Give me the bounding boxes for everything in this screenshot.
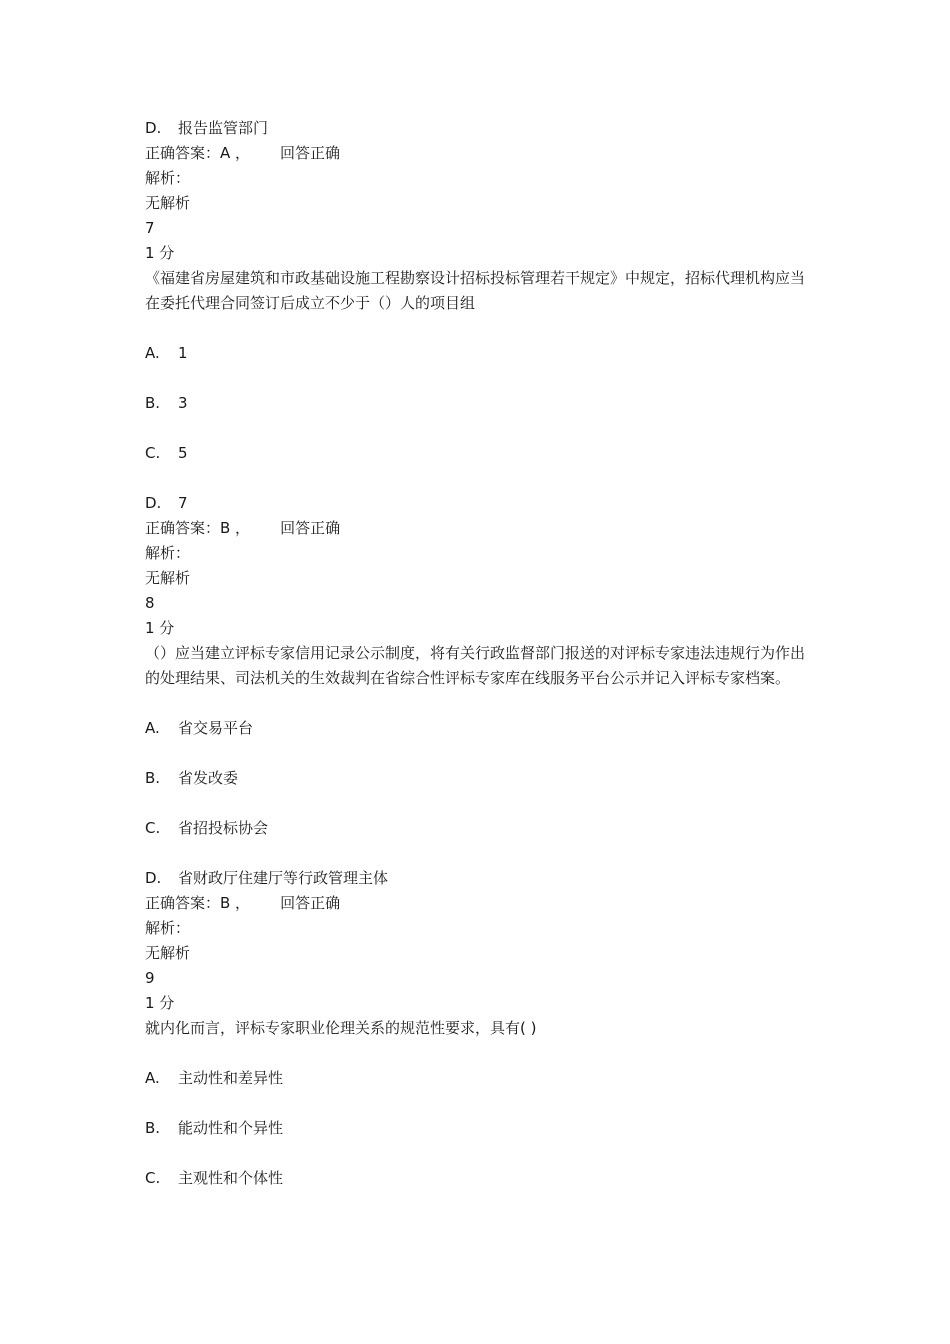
answer-text: 正确答案：B ， [145, 519, 251, 537]
option-b [145, 766, 815, 791]
option-letter: C. [145, 1169, 161, 1187]
question-stem: （）应当建立评标专家信用记录公示制度，将有关行政监督部门报送的对评标专家违法违规行为作出的处理结果、司法机关的生效裁判在省综合性评标专家库在线服务平台公示并记入评标专家档案。 [145, 644, 806, 687]
question-score: 1 分 [145, 619, 175, 637]
option-letter: A. [145, 719, 160, 737]
option-d [145, 866, 815, 891]
option-b [145, 391, 815, 416]
option-letter: D. [145, 494, 162, 512]
option-d [145, 491, 815, 516]
question-number: 9 [145, 969, 155, 987]
option-text: 5 [178, 444, 188, 462]
correct-answer [145, 891, 815, 916]
analysis-text: 无解析 [145, 194, 191, 212]
option-text: 主观性和个体性 [178, 1169, 284, 1187]
option-b [145, 1116, 815, 1141]
option-letter: B. [145, 1119, 161, 1137]
option-c [145, 441, 815, 466]
analysis-label: 解析： [145, 919, 191, 937]
option-text: 7 [178, 494, 188, 512]
question-number: 7 [145, 219, 155, 237]
correct-answer [145, 516, 815, 541]
option-letter: C. [145, 819, 161, 837]
analysis-label: 解析： [145, 544, 191, 562]
option-c [145, 816, 815, 841]
option-a [145, 716, 815, 741]
option-d [145, 116, 815, 141]
answer-text: 正确答案：B ， [145, 894, 251, 912]
answer-text: 正确答案：A ， [145, 144, 251, 162]
option-letter: B. [145, 394, 161, 412]
option-text: 1 [178, 344, 188, 362]
option-c [145, 1166, 815, 1191]
option-text: 主动性和差异性 [178, 1069, 284, 1087]
option-letter: C. [145, 444, 161, 462]
analysis-label: 解析： [145, 169, 191, 187]
option-letter: D. [145, 119, 162, 137]
correct-answer [145, 141, 815, 166]
answer-result: 回答正确 [280, 894, 341, 912]
answer-result: 回答正确 [280, 144, 341, 162]
option-text: 省交易平台 [178, 719, 254, 737]
question-score: 1 分 [145, 994, 175, 1012]
option-text: 报告监管部门 [178, 119, 269, 137]
answer-result: 回答正确 [280, 519, 341, 537]
analysis-text: 无解析 [145, 569, 191, 587]
question-number: 8 [145, 594, 155, 612]
option-text: 省招投标协会 [178, 819, 269, 837]
option-a [145, 1066, 815, 1091]
document-page [145, 116, 815, 1191]
option-a [145, 341, 815, 366]
option-letter: B. [145, 769, 161, 787]
option-letter: A. [145, 1069, 160, 1087]
option-text: 能动性和个异性 [178, 1119, 284, 1137]
question-stem: 《福建省房屋建筑和市政基础设施工程勘察设计招标投标管理若干规定》中规定，招标代理机构应当在委托代理合同签订后成立不少于（）人的项目组 [145, 269, 806, 312]
option-text: 省财政厅住建厅等行政管理主体 [178, 869, 389, 887]
question-score: 1 分 [145, 244, 175, 262]
option-text: 省发改委 [178, 769, 239, 787]
question-stem: 就内化而言，评标专家职业伦理关系的规范性要求，具有( ) [145, 1019, 537, 1037]
option-text: 3 [178, 394, 188, 412]
option-letter: D. [145, 869, 162, 887]
option-letter: A. [145, 344, 160, 362]
analysis-text: 无解析 [145, 944, 191, 962]
